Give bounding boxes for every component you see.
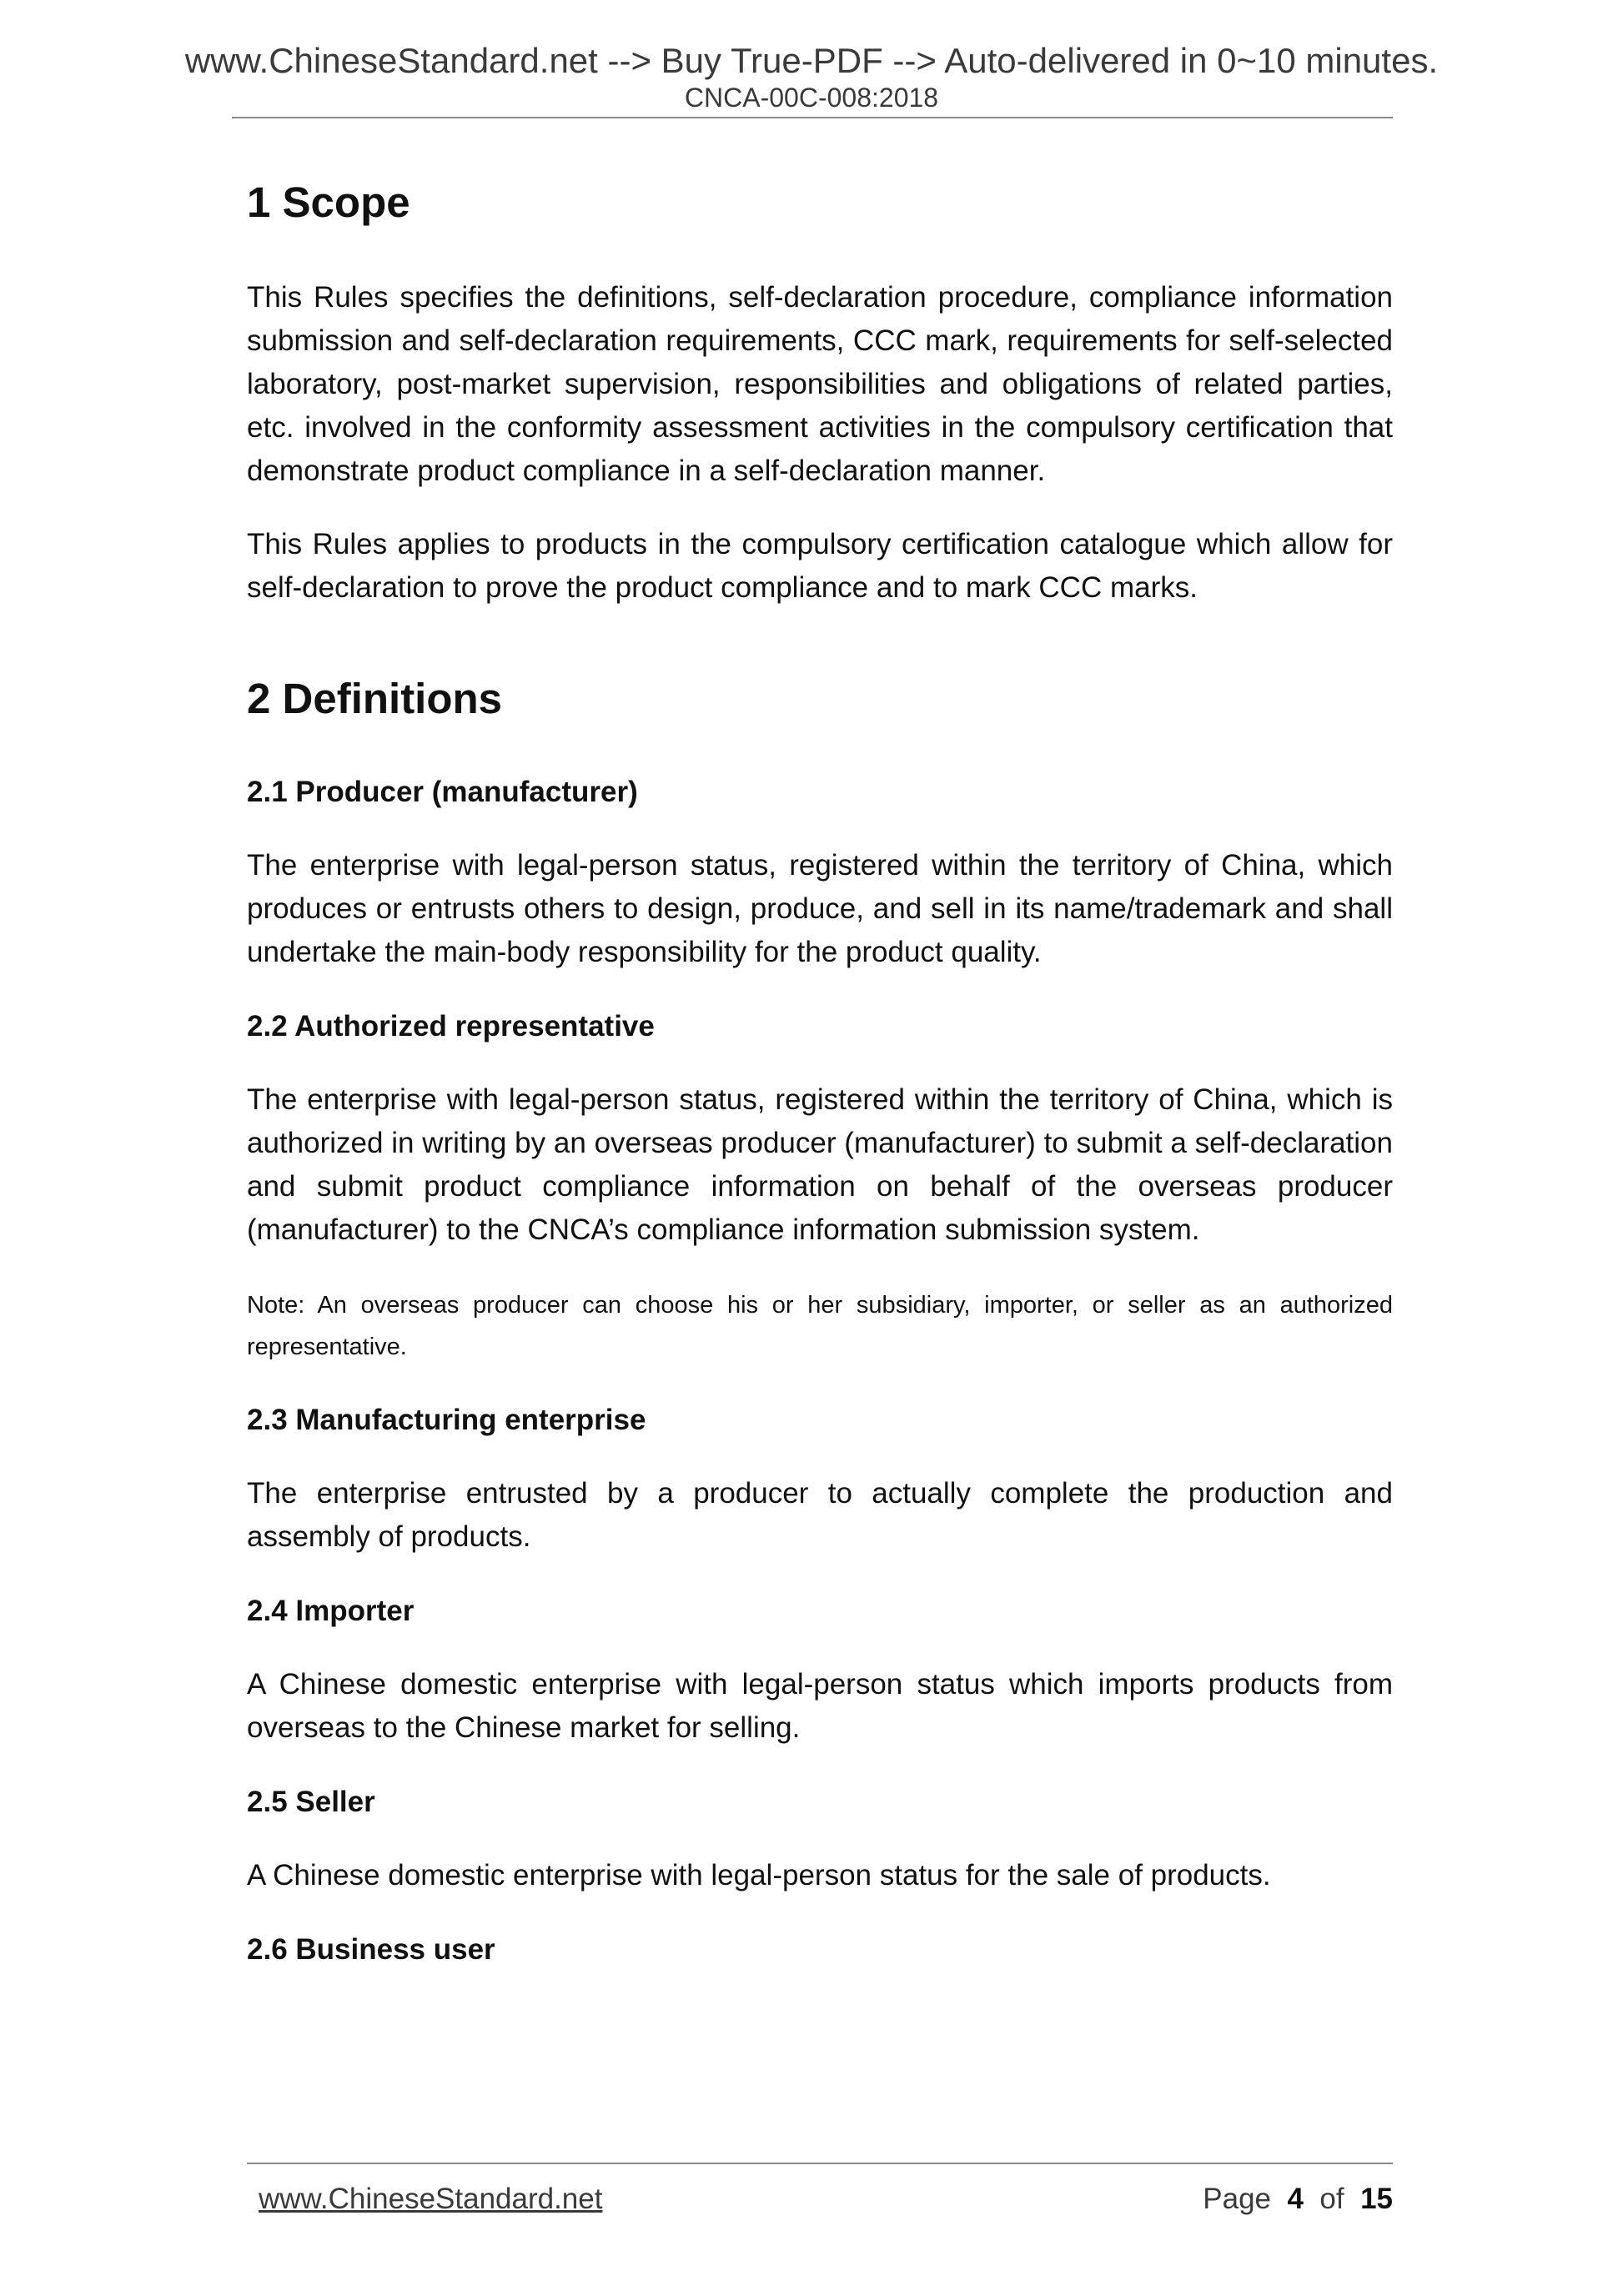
footer-website-link[interactable]: www.ChineseStandard.net <box>259 2183 603 2215</box>
of-label: of <box>1319 2183 1344 2215</box>
current-page-number: 4 <box>1287 2183 1304 2215</box>
definition-text-seller: A Chinese domestic enterprise with legal-person status for the sale of products. <box>247 1859 1271 1892</box>
header-divider <box>232 117 1393 118</box>
definition-note-authorized-representative: Note: An overseas producer can choose his or her subsidiary, importer, or seller as an authorized representative. <box>247 1292 1393 1361</box>
scope-paragraph: This Rules specifies the definitions, self-declaration procedure, compliance information submission and self-declaration requirements, CCC mark, requirements for self-selected laboratory, post-market supervision, responsibilities and obligations of related parties, etc. involved in the conformity assessment activities in the compulsory certification that demonstrate product compliance in a self-declaration manner. <box>247 281 1393 488</box>
page-label: Page <box>1203 2183 1272 2215</box>
document-id: CNCA-00C-008:2018 <box>684 83 939 113</box>
footer-divider <box>247 2163 1393 2164</box>
definition-text-producer: The enterprise with legal-person status, registered within the territory of China, which produces or entrusts others to design, produce, and sell in its name/trademark and shall undertake the main-body responsibility for the product quality. <box>247 849 1393 969</box>
section-heading-scope: 1 Scope <box>247 178 410 226</box>
definition-title-seller: 2.5 Seller <box>247 1786 375 1819</box>
section-heading-definitions: 2 Definitions <box>247 675 503 723</box>
definition-text-authorized-representative: The enterprise with legal-person status, registered within the territory of China, which is authorized in writing by an overseas producer (manufacturer) to submit a self-declaration and submit product compliance information on behalf of the overseas producer (manufacturer) to the CNCA’s compliance information submission system. <box>247 1083 1393 1247</box>
definition-title-authorized-representative: 2.2 Authorized representative <box>247 1010 655 1043</box>
page-indicator <box>1203 2182 1393 2217</box>
total-pages-number: 15 <box>1360 2183 1393 2215</box>
header-banner: www.ChineseStandard.net --> Buy True-PDF --> Auto-delivered in 0~10 minutes. <box>184 41 1439 80</box>
page-content <box>247 167 1393 1967</box>
definition-text-importer: A Chinese domestic enterprise with legal-person status which imports products from overseas to the Chinese market for selling. <box>247 1668 1393 1745</box>
definition-title-business-user: 2.6 Business user <box>247 1933 495 1967</box>
definition-title-producer: 2.1 Producer (manufacturer) <box>247 776 638 809</box>
scope-paragraph: This Rules applies to products in the compulsory certification catalogue which allow for self-declaration to prove the product compliance and to mark CCC marks. <box>247 528 1393 605</box>
definition-title-manufacturing-enterprise: 2.3 Manufacturing enterprise <box>247 1404 646 1437</box>
definition-text-manufacturing-enterprise: The enterprise entrusted by a producer to actually complete the production and assembly of products. <box>247 1477 1393 1554</box>
definition-title-importer: 2.4 Importer <box>247 1595 415 1628</box>
